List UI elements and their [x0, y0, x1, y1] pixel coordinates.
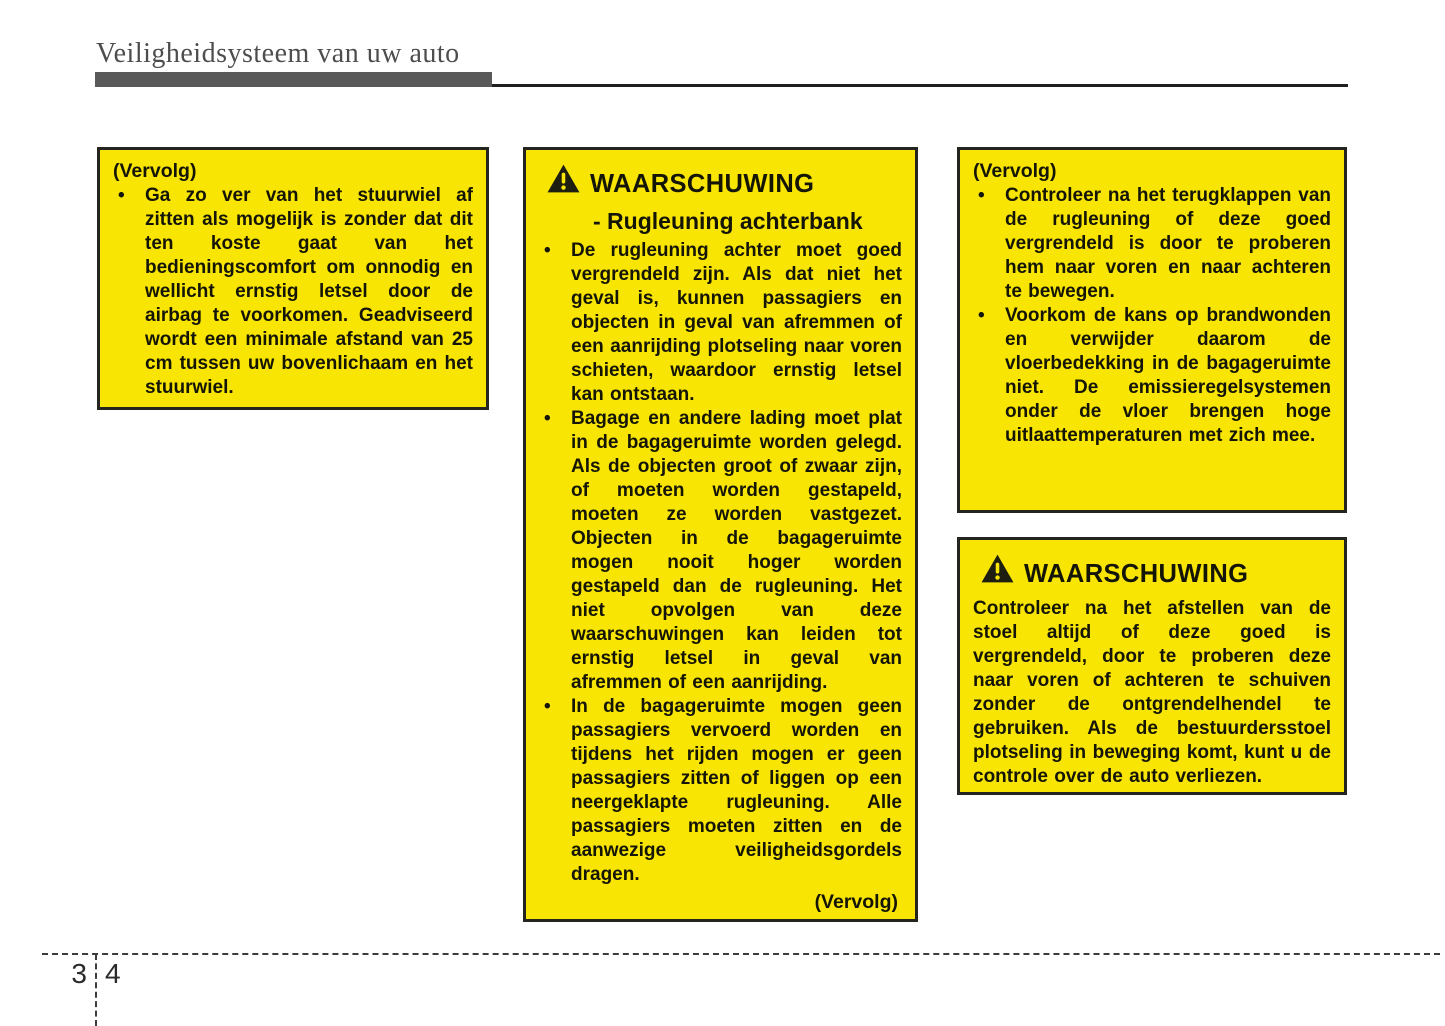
- bullet-text: Controleer na het terugklappen van de rugleuning of deze goed vergrendeld is door te proberen hem naar voren en naar achteren te bewegen.: [1005, 185, 1331, 302]
- bullet-text: In de bagageruimte mogen geen passagiers vervoerd worden en tijdens het rijden mogen er geen passagiers zitten of liggen op een neergeklapte rugleuning. Alle passagiers moeten zitten en de aanwezige veiligheidsgordels dragen.: [571, 696, 902, 885]
- continuation-label: (Vervolg): [113, 160, 197, 182]
- bullet-text: Voorkom de kans op brandwonden en verwijder daarom de vloerbedekking in de bagageruimte niet. De emissieregelsystemen onder de vloer brengen hoge uitlaattemperaturen met zich mee.: [1005, 305, 1331, 446]
- callout-box-left: [97, 147, 489, 410]
- continuation-label: (Vervolg): [814, 891, 898, 913]
- chapter-number: 3: [71, 958, 87, 989]
- warning-triangle-icon: [981, 554, 1014, 593]
- warning-subtitle: - Rugleuning achterbank: [593, 208, 863, 234]
- footer-dashed-divider: [95, 954, 97, 1026]
- warning-triangle-icon: [547, 164, 580, 203]
- bullet-icon: •: [544, 408, 551, 429]
- list-item: [973, 304, 1331, 448]
- callout-box-right-bottom: [957, 537, 1347, 795]
- warning-heading: [547, 164, 902, 203]
- bullet-icon: •: [544, 240, 551, 261]
- warning-body-text: Controleer na het afstellen van de stoel altijd of deze goed is vergrendeld, door te proberen deze naar voren of achteren te schuiven zonder de ontgrendelhendel te gebruiken. Als de bestuurdersstoel plotseling in beweging komt, kunt u de controle over de auto verliezen.: [973, 598, 1331, 787]
- page-number: 4: [105, 958, 121, 989]
- bullet-icon: •: [978, 185, 985, 206]
- footer-dashed-rule: [42, 953, 1440, 955]
- list-item: [539, 695, 902, 887]
- list-item: [973, 184, 1331, 304]
- list-item: [113, 184, 473, 400]
- page-title: Veiligheidsysteem van uw auto: [96, 38, 460, 69]
- bullet-text: Bagage en andere lading moet plat in de bagageruimte worden gelegd. Als de objecten groot of zwaar zijn, of moeten worden gestapeld, moeten ze worden vastgezet. Objecten in de bagageruimte mogen nooit hoger worden gestapeld dan de rugleuning. Het niet opvolgen van deze waarschuwingen kan leiden tot ernstig letsel in geval van afremmen of een aanrijding.: [571, 408, 902, 693]
- bullet-icon: •: [544, 696, 551, 717]
- warning-title: WAARSCHUWING: [590, 169, 815, 198]
- bullet-text: De rugleuning achter moet goed vergrendeld zijn. Als dat niet het geval is, kunnen passagiers en objecten in geval van afremmen of een aanrijding plotseling naar voren schieten, waardoor ernstig letsel kan ontstaan.: [571, 240, 902, 405]
- bullet-icon: •: [978, 305, 985, 326]
- title-underline-rule: [492, 84, 1348, 87]
- list-item: [539, 407, 902, 695]
- callout-box-right-top: [957, 147, 1347, 513]
- bullet-icon: •: [118, 185, 125, 206]
- warning-title: WAARSCHUWING: [1024, 559, 1249, 588]
- warning-heading: [981, 554, 1331, 593]
- callout-box-middle: [523, 147, 918, 922]
- continuation-label: (Vervolg): [973, 160, 1057, 182]
- list-item: [539, 239, 902, 407]
- title-underline-bar: [95, 72, 492, 87]
- bullet-text: Ga zo ver van het stuurwiel af zitten als mogelijk is zonder dat dit ten koste gaat van het bedieningscomfort om onnodig en wellicht ernstig letsel door de airbag te voorkomen. Geadviseerd wordt een minimale afstand van 25 cm tussen uw bovenlichaam en het stuurwiel.: [145, 185, 473, 398]
